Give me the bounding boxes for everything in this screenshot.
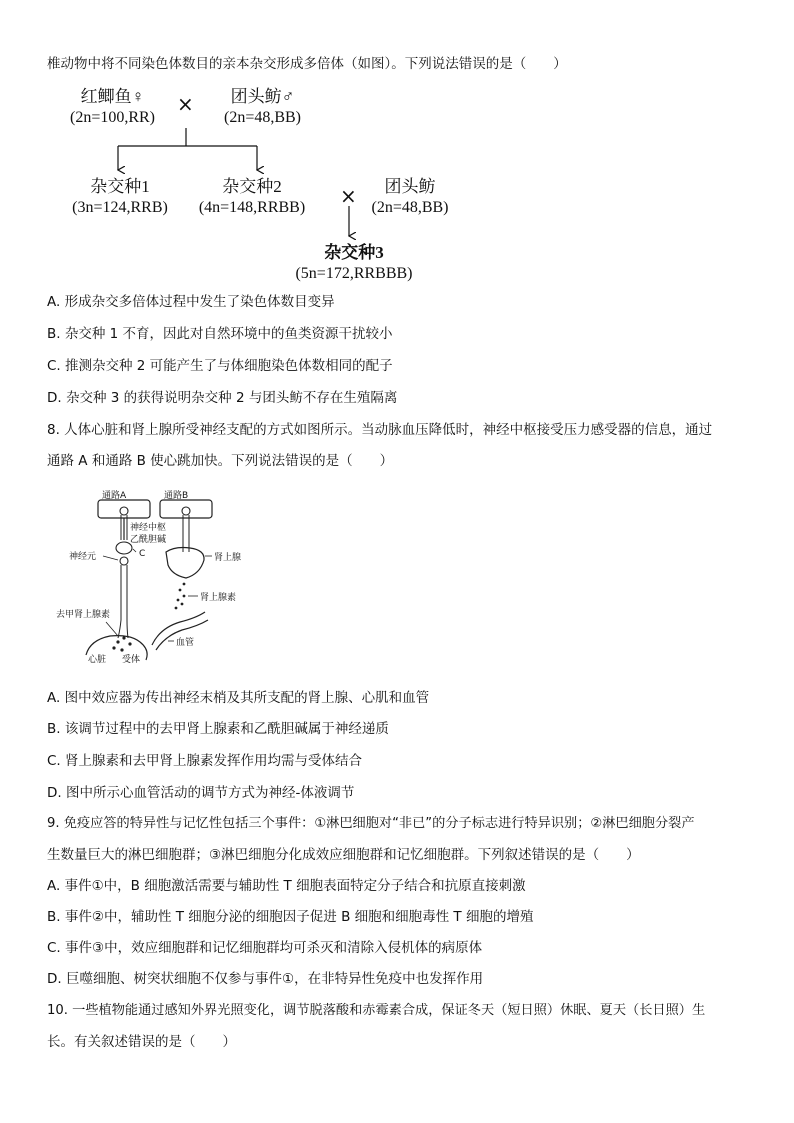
parent2-name: 团头鲂♂ [230,87,295,106]
q9-option-c: C. 事件③中，效应细胞群和记忆细胞群均可杀灭和清除入侵机体的病原体 [47,940,483,956]
neuron-a-body [120,507,128,515]
receptor-dots [112,636,131,651]
vessel-label: 血管 [176,638,195,648]
c-label: C [139,549,146,559]
neuron-label: 神经元 [69,552,97,562]
q9-stem-line1: 9. 免疫应答的特异性与记忆性包括三个事件：①淋巴细胞对“非已”的分子标志进行特异识别；②淋巴细胞分裂产 [47,816,695,831]
hybrid2-name: 杂交种2 [222,177,282,196]
q8-stem-line1: 8. 人体心脏和肾上腺所受神经支配的方式如图所示。当动脉血压降低时，神经中枢接受压力感受器的信息，通过 [47,422,713,438]
q8-stem-line2: 通路 A 和通路 B 使心跳加快。下列说法错误的是（ ） [47,453,394,469]
cross-symbol-1: × [177,92,194,116]
hybrid1-name: 杂交种1 [90,177,150,196]
q9-option-b: B. 事件②中，辅助性 T 细胞分泌的细胞因子促进 B 细胞和细胞毒性 T 细胞的增殖 [47,909,534,925]
adrenal-gland [166,548,204,579]
parent3-info: (2n=48,BB) [371,199,449,216]
parent1-info: (2n=100,RR) [69,109,156,126]
heart-label: 心脏 [88,655,107,665]
parent3-name: 团头鲂 [384,177,436,196]
path-a-label: 通路A [102,491,127,501]
norepinephrine-label: 去甲肾上腺素 [56,610,111,620]
epinephrine-label: 肾上腺素 [200,593,237,603]
hybrid1-info: (3n=124,RRB) [72,199,168,216]
cross-symbol-2: × [340,184,357,208]
parent1-name: 红鲫鱼♀ [80,87,145,106]
path-b-label: 通路B [164,491,189,501]
q8-option-c: C. 肾上腺素和去甲肾上腺素发挥作用均需与受体结合 [47,753,363,769]
q10-stem-line2: 长。有关叙述错误的是（ ） [47,1034,236,1050]
q9-option-d: D. 巨噬细胞、树突状细胞不仅参与事件①，在非特异性免疫中也发挥作用 [47,971,484,987]
q9-option-a: A. 事件①中，B 细胞激活需要与辅助性 T 细胞表面特定分子结合和抗原直接刺激 [47,878,526,894]
parent2-info: (2n=48,BB) [223,109,302,126]
ach-label: 乙酰胆碱 [130,535,167,545]
q8-option-d: D. 图中所示心血管活动的调节方式为神经-体液调节 [47,785,355,801]
q7-option-c: C. 推测杂交种 2 可能产生了与体细胞染色体数相同的配子 [47,358,393,374]
q8-option-b: B. 该调节过程中的去甲肾上腺素和乙酰胆碱属于神经递质 [47,721,389,737]
center-label: 神经中枢 [130,523,167,533]
neuron-b-body [182,507,190,515]
adrenal-label: 肾上腺 [214,553,242,563]
neuron-body [120,557,128,565]
q7-option-b: B. 杂交种 1 不育，因此对自然环境中的鱼类资源干扰较小 [47,326,393,342]
receptor-label: 受体 [122,655,141,665]
hybrid3-name: 杂交种3 [324,243,384,262]
hybrid2-info: (4n=148,RRBB) [198,199,306,216]
q8-option-a: A. 图中效应器为传出神经末梢及其所支配的肾上腺、心肌和血管 [47,690,430,706]
q9-stem-line2: 生数量巨大的淋巴细胞群；③淋巴细胞分化成效应细胞群和记忆细胞群。下列叙述错误的是（ ） [47,847,640,863]
q7-option-a: A. 形成杂交多倍体过程中发生了染色体数目变异 [47,294,335,310]
q10-stem-line1: 10. 一些植物能通过感知外界光照变化，调节脱落酸和赤霉素合成，保证冬天（短日照）休眠、夏天（长日照）生 [47,1003,706,1018]
q7-option-d: D. 杂交种 3 的获得说明杂交种 2 与团头鲂不存在生殖隔离 [47,390,398,406]
hybrid3-info: (5n=172,RRBBB) [295,265,413,282]
hormone-dots [175,583,186,610]
q7-stem: 椎动物中将不同染色体数目的亲本杂交形成多倍体（如图）。下列说法错误的是（ ） [47,56,567,72]
